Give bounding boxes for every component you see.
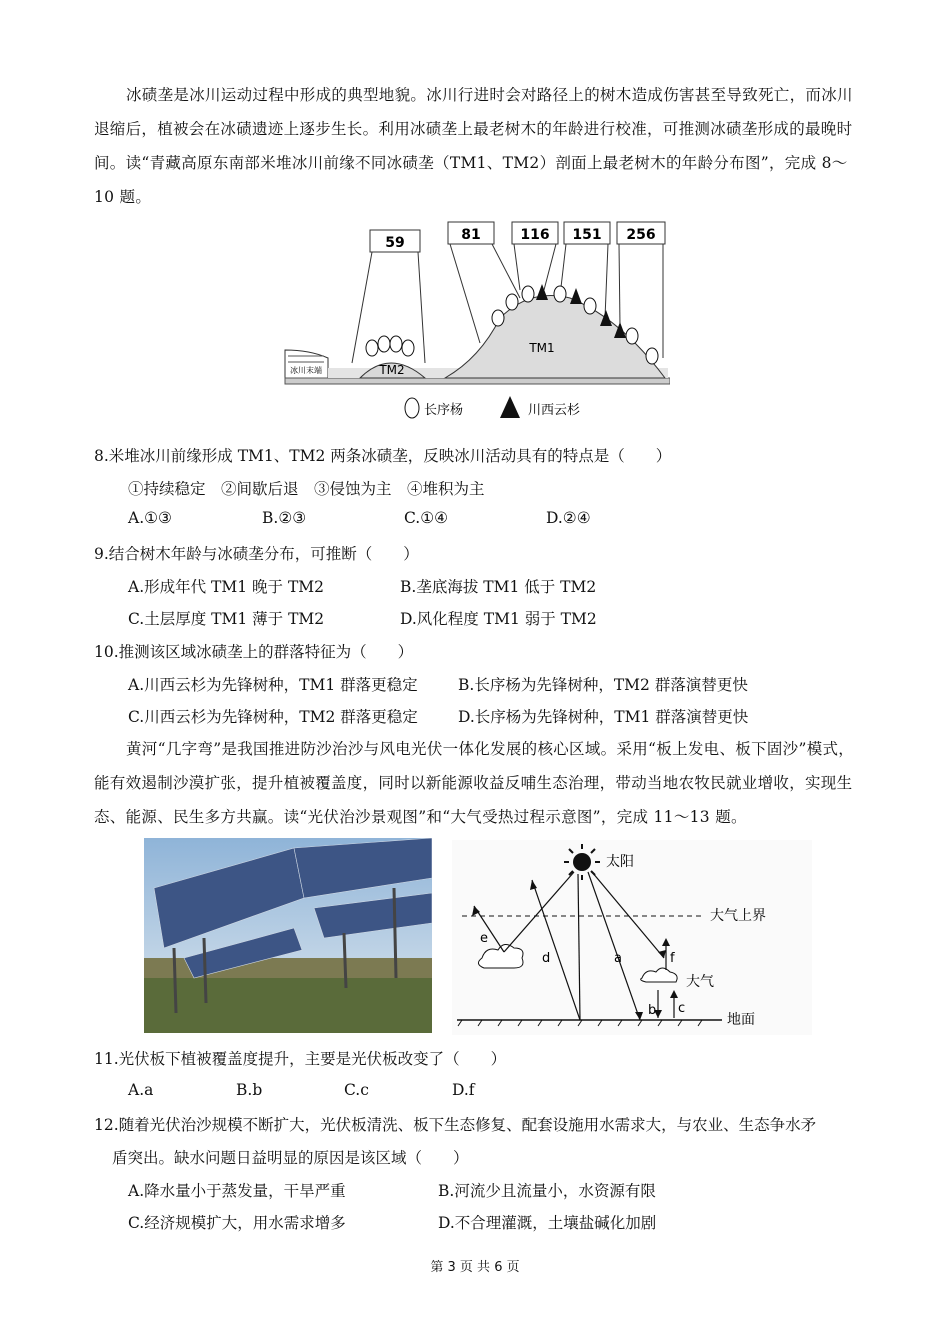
question-10-stem: 10.推测该区域冰碛垄上的群落特征为（ ） [94,643,414,661]
glacier-end [285,350,328,378]
question-12-option-b[interactable]: B.河流少且流量小，水资源有限 [438,1182,656,1200]
question-10-option-d[interactable]: D.长序杨为先锋树种，TM1 群落演替更快 [458,708,749,726]
svg-text:116: 116 [520,227,550,243]
label-c: c [678,1001,686,1016]
label-b: b [648,1003,657,1018]
question-11-stem: 11.光伏板下植被覆盖度提升，主要是光伏板改变了（ ） [94,1050,507,1068]
svg-text:长序杨: 长序杨 [424,403,464,418]
intro-paragraph-2 [94,732,864,834]
question-9-option-d[interactable]: D.风化程度 TM1 弱于 TM2 [400,610,597,628]
label-e: e [480,931,488,946]
question-12-option-a[interactable]: A.降水量小于蒸发量，干旱严重 [128,1182,346,1200]
question-11-option-a[interactable]: A.a [128,1081,154,1099]
ground-layer [285,378,670,384]
question-12-option-d[interactable]: D.不合理灌溉，土壤盐碱化加剧 [438,1214,657,1232]
svg-text:川西云杉: 川西云杉 [528,403,581,418]
svg-text:冰川末端: 冰川末端 [290,366,322,375]
age-box-151 [564,222,610,244]
tm2-moraine [360,363,425,378]
svg-text:81: 81 [461,227,481,243]
question-9-option-c[interactable]: C.土层厚度 TM1 薄于 TM2 [128,610,325,628]
tm2-trees [366,336,414,356]
intro-text-2: 黄河“几字弯”是我国推进防沙治沙与风电光伏一体化发展的核心区域。采用“板上发电、板下固沙”模式，能有效遏制沙漠扩张，提升植被覆盖度，同时以新能源收益反哺生态治理，带动当地农牧民就业增收，实现生态、能源、民生多方共赢。读“光伏治沙景观图”和“大气受热过程示意图”，完成 11～13 题。 [94,740,855,826]
question-11-option-c[interactable]: C.c [344,1081,369,1099]
solar-panel-photo [144,838,432,1033]
svg-text:TM1: TM1 [529,341,555,355]
atmosphere-top-label: 大气上界 [710,908,766,924]
figure-legend [405,396,580,418]
label-a: a [614,951,622,966]
question-9-option-a[interactable]: A.形成年代 TM1 晚于 TM2 [128,578,325,596]
age-box-256 [617,222,665,244]
sun-label: 太阳 [606,854,634,870]
atmosphere-heating-diagram [452,840,812,1035]
svg-text:256: 256 [626,227,656,243]
ground-label: 地面 [727,1012,755,1028]
question-8-option-d[interactable]: D.②④ [546,509,591,527]
svg-text:59: 59 [385,235,405,251]
poplar-icon [405,398,419,418]
label-d: d [542,951,551,966]
age-box-116 [512,222,558,244]
question-9-stem: 9.结合树木年龄与冰碛垄分布，可推断（ ） [94,545,419,563]
moraine-profile-figure [280,218,670,428]
question-9-option-b[interactable]: B.垄底海拔 TM1 低于 TM2 [400,578,597,596]
question-11-option-b[interactable]: B.b [236,1081,263,1099]
question-8-stem: 8.米堆冰川前缘形成 TM1、TM2 两条冰碛垄，反映冰川活动具有的特点是（ ） [94,447,672,465]
intro-paragraph-1 [94,78,864,214]
question-12-stem-line-1: 12.随着光伏治沙规模不断扩大，光伏板清洗、板下生态修复、配套设施用水需求大，与农业、生态争水矛 [94,1116,817,1134]
age-box-81 [448,222,494,244]
atmosphere-label: 大气 [686,974,714,990]
question-8-items: ①持续稳定 ②间歇后退 ③侵蚀为主 ④堆积为主 [128,480,485,498]
question-8-option-b[interactable]: B.②③ [262,509,307,527]
page-footer: 第 3 页 共 6 页 [430,1260,520,1275]
svg-text:151: 151 [572,227,602,243]
question-12-stem-line-2: 盾突出。缺水问题日益明显的原因是该区域（ ） [112,1149,469,1167]
question-10-option-c[interactable]: C.川西云杉为先锋树种，TM2 群落更稳定 [128,708,418,726]
question-10-option-b[interactable]: B.长序杨为先锋树种，TM2 群落演替更快 [458,676,748,694]
question-10-option-a[interactable]: A.川西云杉为先锋树种，TM1 群落更稳定 [128,676,418,694]
label-f: f [670,951,675,966]
question-11-option-d[interactable]: D.f [452,1081,475,1099]
intro-text-1: 冰碛垄是冰川运动过程中形成的典型地貌。冰川行进时会对路径上的树木造成伤害甚至导致死亡，而冰川退缩后，植被会在冰碛遗迹上逐步生长。利用冰碛垄上最老树木的年龄进行校准，可推测冰碛垄形成的最晚时间。读“青藏高原东南部米堆冰川前缘不同冰碛垄（TM1、TM2）剖面上最老树木的年龄分布图”，完成 8～10 题。 [94,86,853,206]
question-8-option-a[interactable]: A.①③ [128,509,172,527]
spruce-icon [500,396,520,418]
svg-text:TM2: TM2 [379,363,405,377]
question-8-option-c[interactable]: C.①④ [404,509,449,527]
question-12-option-c[interactable]: C.经济规模扩大，用水需求增多 [128,1214,346,1232]
age-box-59 [370,230,420,252]
